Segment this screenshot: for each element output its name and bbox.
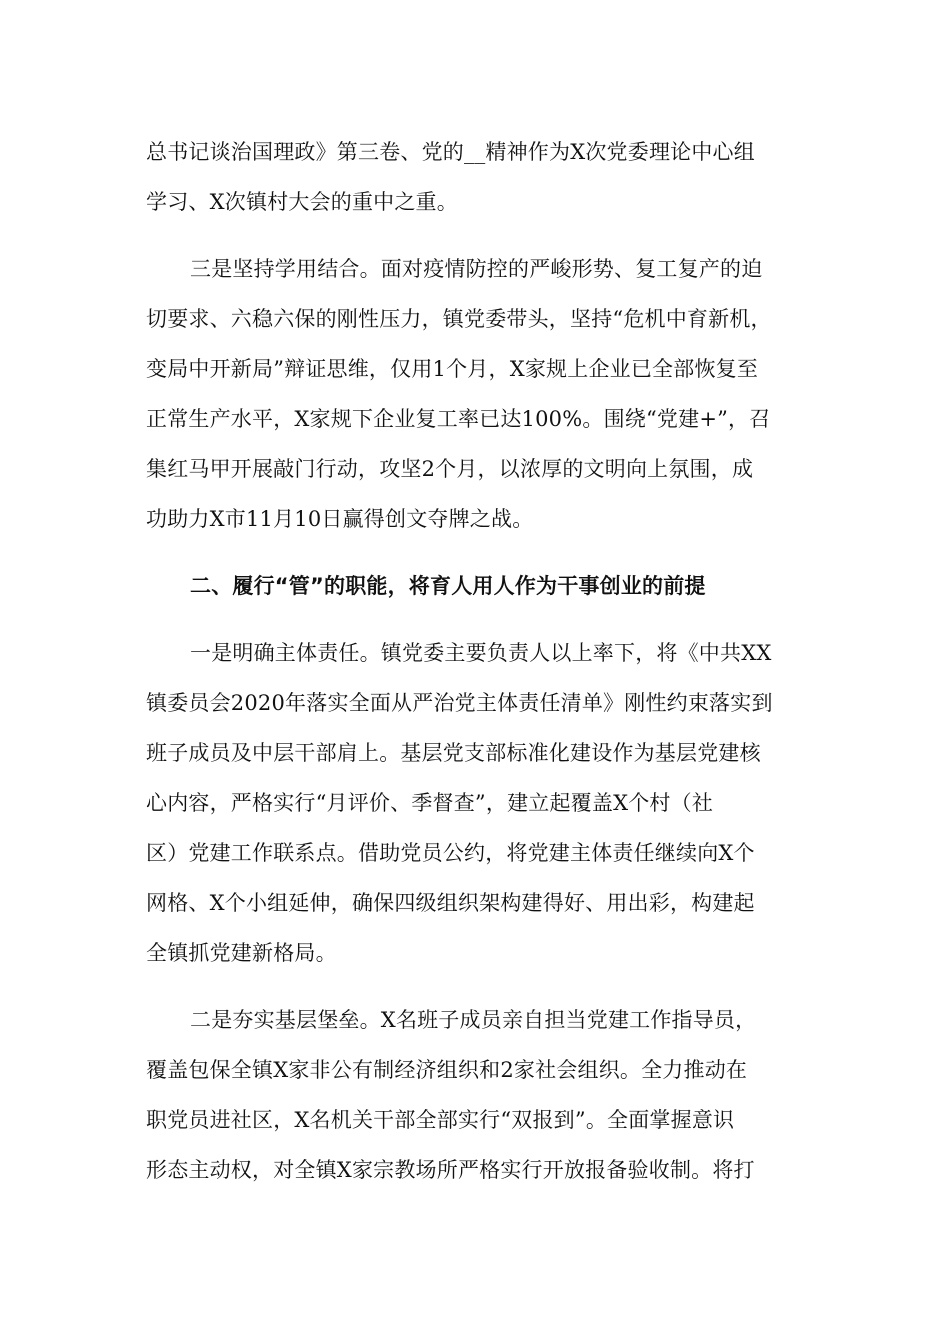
text-line: 学习、X次镇村大会的重中之重。 — [146, 190, 458, 214]
text-line: 班子成员及中层干部肩上。基层党支部标准化建设作为基层党建核 — [146, 741, 761, 765]
text-line: 切要求、六稳六保的刚性压力，镇党委带头，坚持“危机中育新机， — [146, 307, 772, 331]
text-line: 形态主动权，对全镇X家宗教场所严格实行开放报备验收制。将打 — [146, 1158, 755, 1182]
text-line: 职党员进社区，X名机关干部全部实行“双报到”。全面掌握意识 — [146, 1108, 735, 1132]
text-line: 覆盖包保全镇X家非公有制经济组织和2家社会组织。全力推动在 — [146, 1058, 748, 1082]
text-line: 集红马甲开展敲门行动，攻坚2个月，以浓厚的文明向上氛围，成 — [146, 457, 754, 481]
section-heading: 二、履行“管”的职能，将育人用人作为干事创业的前提 — [190, 574, 706, 598]
text-line: 心内容，严格实行“月评价、季督查”，建立起覆盖X个村（社 — [146, 791, 714, 815]
text-line: 区）党建工作联系点。借助党员公约，将党建主体责任继续向X个 — [146, 841, 755, 865]
text-line: 正常生产水平，X家规下企业复工率已达100%。围绕“党建+”，召 — [146, 407, 771, 431]
text-line: 网格、X个小组延伸，确保四级组织架构建得好、用出彩，构建起 — [146, 891, 755, 915]
text-line: 功助力X市11月10日赢得创文夺牌之战。 — [146, 507, 534, 531]
paragraph-first-line: 三是坚持学用结合。面对疫情防控的严峻形势、复工复产的迫 — [190, 257, 763, 281]
paragraph-first-line: 一是明确主体责任。镇党委主要负责人以上率下，将《中共XX — [190, 641, 772, 665]
paragraph-first-line: 二是夯实基层堡垒。X名班子成员亲自担当党建工作指导员， — [190, 1008, 757, 1032]
text-line: 全镇抓党建新格局。 — [146, 941, 337, 965]
text-line: 变局中开新局”辩证思维，仅用1个月，X家规上企业已全部恢复至 — [146, 357, 759, 381]
text-line: 镇委员会2020年落实全面从严治党主体责任清单》刚性约束落实到 — [146, 691, 773, 715]
text-line: 总书记谈治国理政》第三卷、党的__精神作为X次党委理论中心组 — [146, 140, 755, 164]
